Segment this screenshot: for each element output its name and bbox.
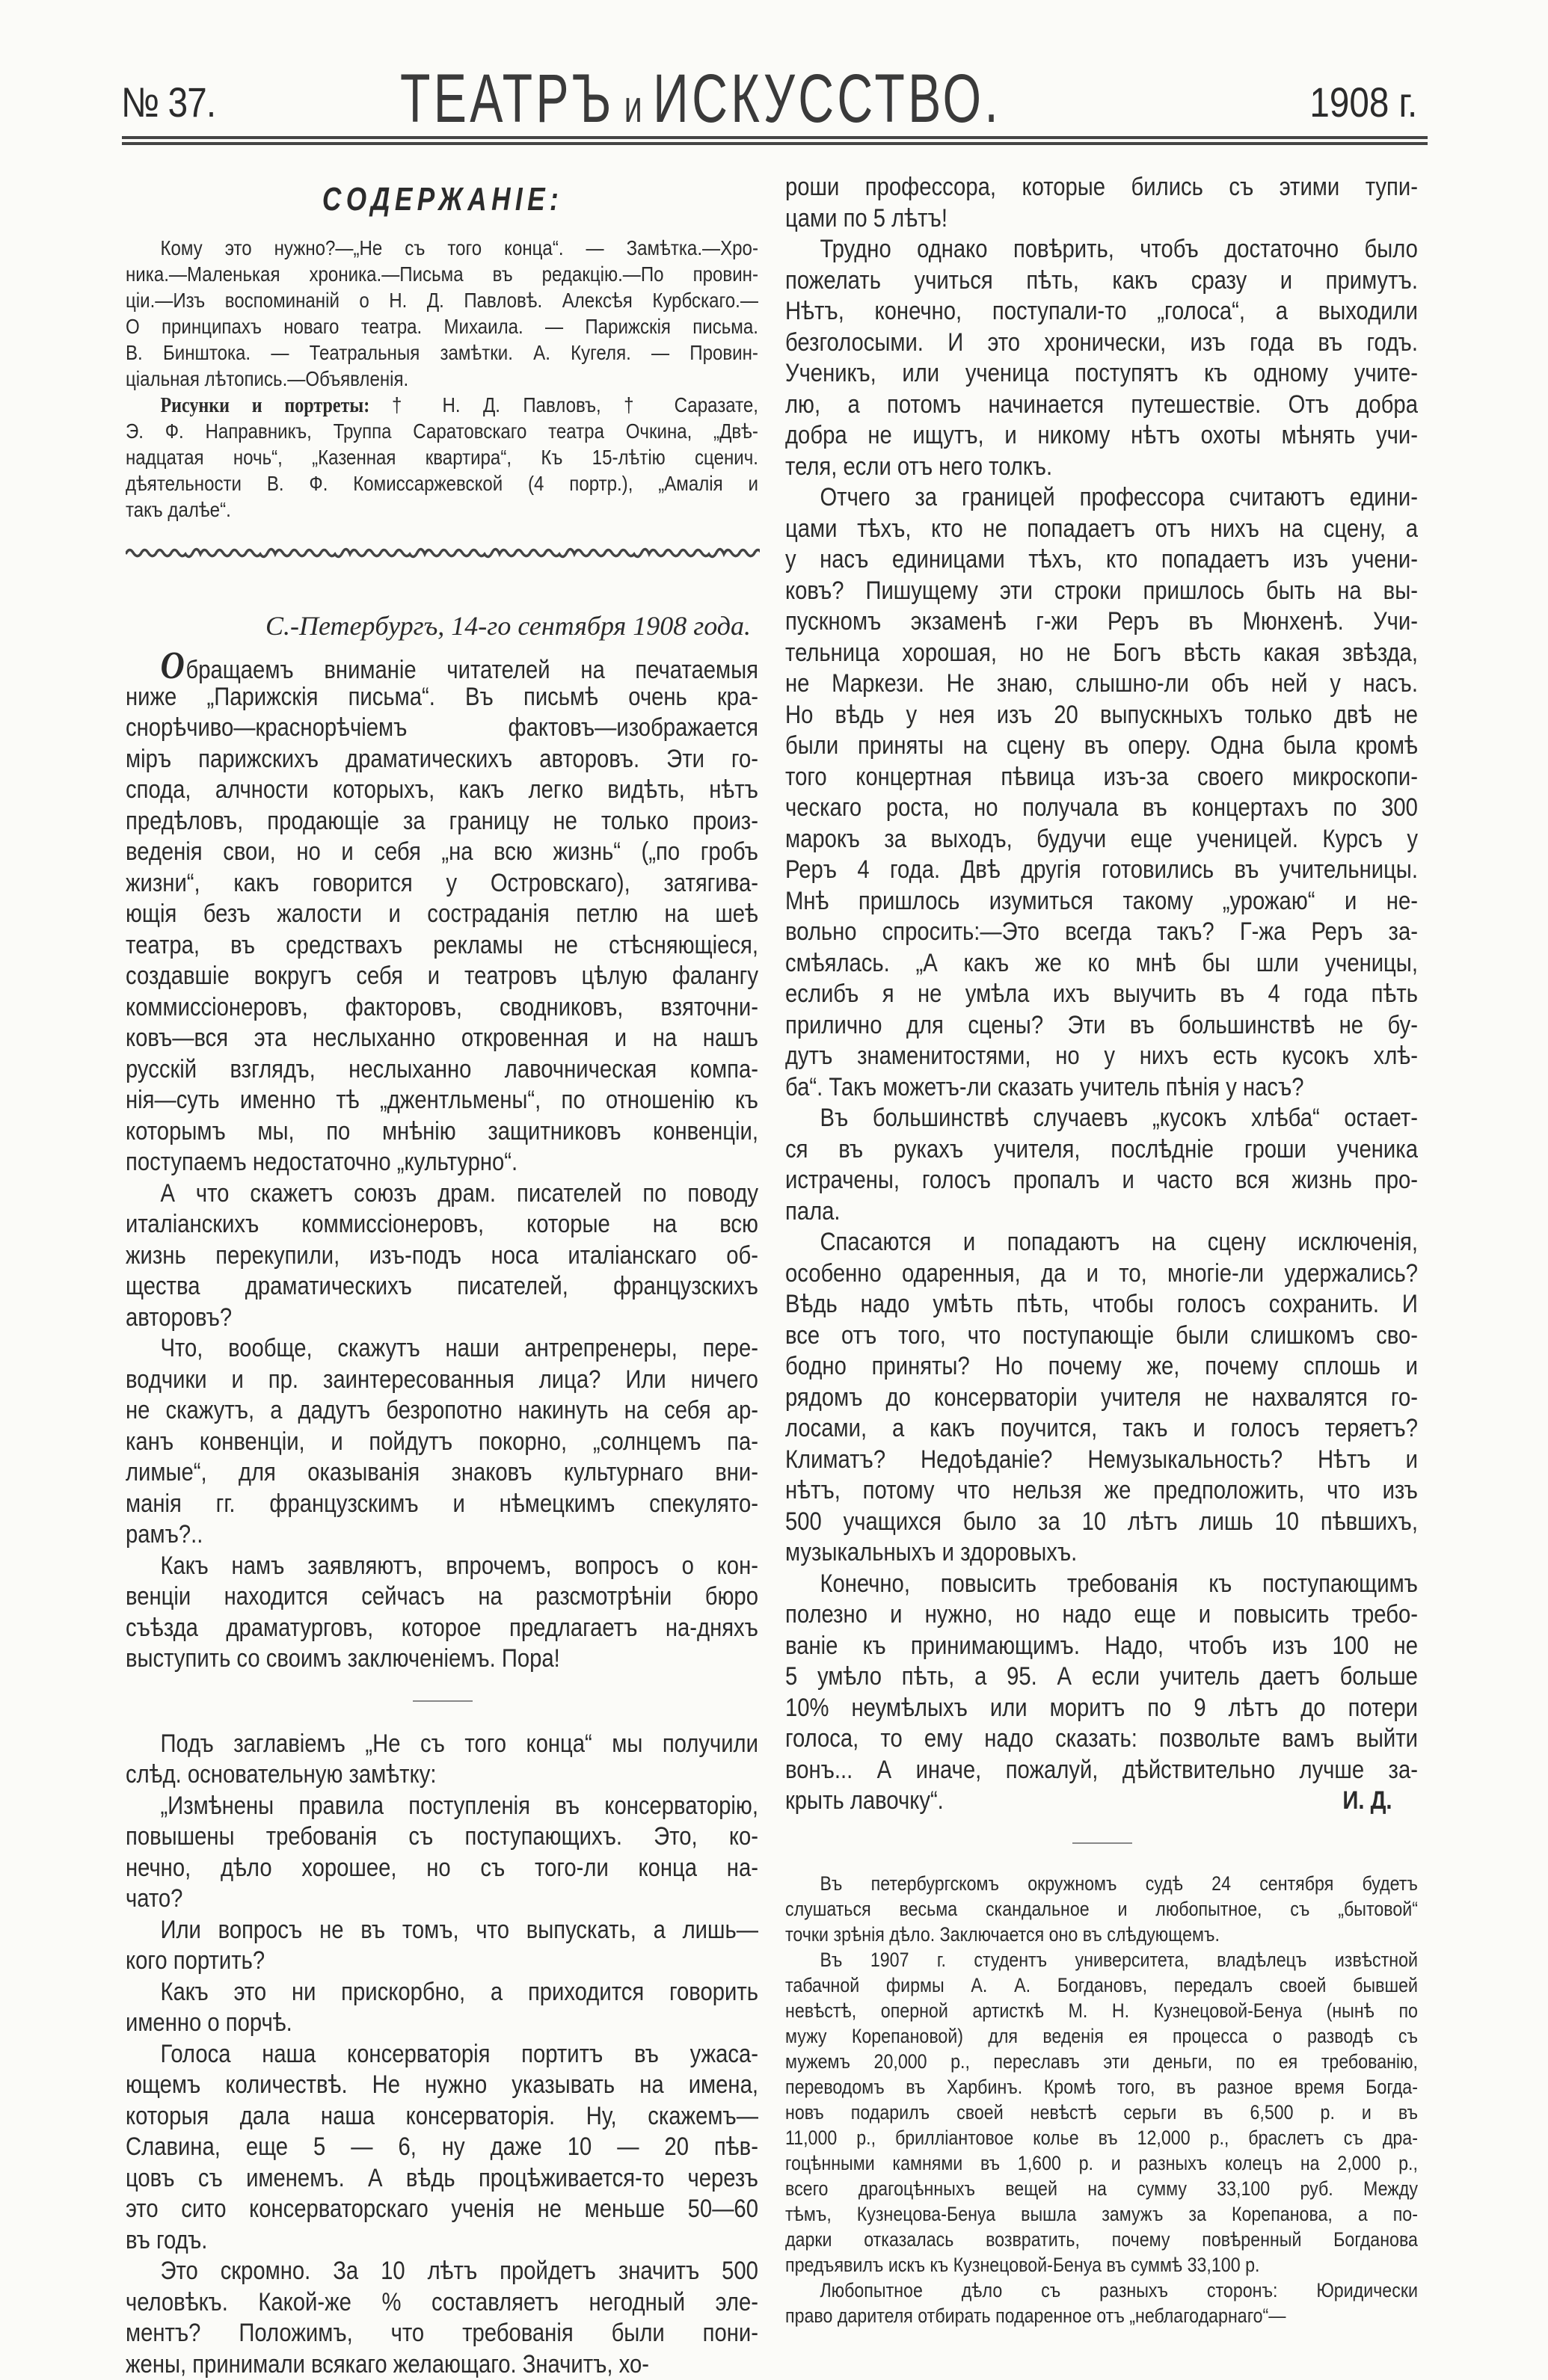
text-line: голоса, то ему надо сказать: позвольте вамъ выйти — [785, 1723, 1418, 1755]
text-line: въ годъ. — [126, 2225, 758, 2257]
text-line: авторовъ? — [126, 1303, 758, 1334]
text-line: Голоса наша консерваторія портитъ въ ужаса- — [126, 2039, 758, 2070]
text-line: Реръ 4 года. Двѣ другія готовились въ учительницы. — [785, 855, 1418, 886]
text-line: Что, вообще, скажутъ наши антрепренеры, пере- — [126, 1333, 758, 1365]
publication-title — [400, 60, 1001, 138]
text-line: теля, если отъ него толкъ. — [785, 452, 1418, 483]
text-line: крыть лавочку“. И. Д. — [785, 1786, 1418, 1817]
text-line: Въ 1907 г. студентъ университета, владѣлецъ извѣстной — [785, 1947, 1418, 1972]
masthead-double-rule — [122, 136, 1428, 145]
text-line: музыкальныхъ и здоровыхъ. — [785, 1537, 1418, 1569]
text-line: человѣкъ. Какой-же % составляетъ негодный эле- — [126, 2287, 758, 2319]
wavy-divider — [126, 538, 760, 568]
article-paragraph — [126, 2039, 760, 2257]
text-line: Рисунки и портреты: † Н. Д. Павловъ, † Саразате, — [126, 392, 758, 418]
editorial-article — [126, 651, 760, 1675]
text-line: бодно приняты? Но почему же, почему сплошь и — [785, 1351, 1418, 1383]
text-line: предъявилъ искъ къ Кузнецовой-Бенуа въ суммѣ 33,100 р. — [785, 2252, 1418, 2278]
article-paragraph — [785, 1103, 1419, 1227]
text-line: такъ далѣе“. — [126, 496, 758, 523]
text-line: Спасаются и попадаютъ на сцену исключенія, — [785, 1227, 1418, 1258]
text-line: Кому это нужно?—„Не съ того конца“. — Замѣтка.—Хро- — [126, 235, 758, 261]
article-paragraph — [126, 651, 760, 1178]
text-line: ментъ? Положимъ, что требованія были пони- — [126, 2318, 758, 2349]
text-line: Трудно однако повѣрить, чтобъ достаточно было — [785, 234, 1418, 265]
text-line: нечно, дѣло хорошее, но съ того-ли конца на- — [126, 1853, 758, 1884]
text-line: новъ подарилъ своей невѣстѣ серьги въ 6,500 р. и въ — [785, 2100, 1418, 2125]
article-paragraph — [785, 1947, 1419, 2278]
text-line: ковъ—вся эта неслыханно откровенная и на нашъ — [126, 1023, 758, 1054]
text-line: слушаться весьма скандальное и любопытное, съ „бытовой“ — [785, 1896, 1418, 1922]
text-line: всего драгоцѣнныхъ вещей на сумму 33,100 руб. Между — [785, 2176, 1418, 2201]
text-line: невѣстѣ, оперной артисткѣ М. Н. Кузнецовой-Бенуа (нынѣ по — [785, 1998, 1418, 2023]
text-line: дѣятельности В. Ф. Комиссаржевской (4 портр.), „Амалія и — [126, 470, 758, 496]
text-line: именно о порчѣ. — [126, 2008, 758, 2039]
text-line: мужу Корепановой) для веденія ея процесса о разводѣ съ — [785, 2023, 1418, 2049]
text-line: особенно одаренныя, да и то, многіе-ли удержались? — [785, 1258, 1418, 1290]
text-line: у насъ единицами тѣхъ, кто попадаетъ изъ учени- — [785, 544, 1418, 576]
text-line: создавшіе вокругъ себя и театровъ цѣлую фалангу — [126, 961, 758, 992]
title-part-art: ИСКУССТВО. — [653, 61, 1001, 137]
text-line: веденія свои, но и себя „на всю жизнь“ („по гробъ — [126, 837, 758, 868]
text-line: ваніе къ принимающимъ. Надо, чтобъ изъ 100 не — [785, 1631, 1418, 1662]
text-line: выступить со своимъ заключеніемъ. Пора! — [126, 1643, 758, 1675]
text-line: италіанскихъ коммиссіонеровъ, которые на всю — [126, 1209, 758, 1240]
text-line: предѣловъ, продающіе за границу не только произ- — [126, 806, 758, 837]
text-line: Климатъ? Недоѣданіе? Немузыкальность? Нѣтъ и — [785, 1445, 1418, 1476]
text-line: не Маркези. Не знаю, слышно-ли объ ней у насъ. — [785, 668, 1418, 700]
text-line: манія гг. французскимъ и нѣмецкимъ спекулято- — [126, 1489, 758, 1520]
text-line: Въ большинствѣ случаевъ „кусокъ хлѣба“ остает- — [785, 1103, 1418, 1134]
text-line: снорѣчиво—краснорѣчіемъ фактовъ—изображается — [126, 713, 758, 744]
text-line: того концертная пѣвица изъ-за своего микроскопи- — [785, 762, 1418, 793]
text-line: не скажутъ, а дадутъ безропотно накинуть на себя ар- — [126, 1395, 758, 1427]
issue-number: № 37. — [121, 78, 215, 126]
text-line: которымъ мы, по мнѣнію защитниковъ конвенціи, — [126, 1116, 758, 1148]
text-line: Конечно, повысить требованія къ поступающимъ — [785, 1569, 1418, 1600]
text-line: Отчего за границей профессора считаютъ едини- — [785, 482, 1418, 514]
text-line: 11,000 р., брилліантовое колье въ 12,000 р., браслетъ съ дра- — [785, 2125, 1418, 2150]
text-line: водчики и пр. заинтересованныя лица? Или ничего — [126, 1365, 758, 1396]
text-line: еслибъ я не умѣла ихъ выучить въ 4 года пѣть — [785, 979, 1418, 1010]
text-line: жизнь перекупили, изъ-подъ носа италіанскаго об- — [126, 1240, 758, 1272]
text-line: рядомъ до консерваторіи учителя не нахвалятся го- — [785, 1383, 1418, 1414]
article-paragraph — [126, 1729, 760, 1791]
text-line: 10% неумѣлыхъ или моритъ по 9 лѣтъ до потери — [785, 1693, 1418, 1724]
text-line: истрачены, голосъ пропалъ и часто вся жизнь про- — [785, 1165, 1418, 1196]
masthead — [120, 60, 1425, 142]
text-line: Подъ заглавіемъ „Не съ того конца“ мы получили — [126, 1729, 758, 1760]
text-line: точки зрѣнія дѣло. Заключается оно въ слѣдующемъ. — [785, 1922, 1418, 1947]
text-line: „Измѣнены правила поступленія въ консерваторію, — [126, 1791, 758, 1822]
dateline: С.-Петербургъ, 14-го сентября 1908 года. — [126, 610, 751, 642]
text-line: все отъ того, что поступающіе были слишкомъ сво- — [785, 1320, 1418, 1352]
text-line: пускномъ экзаменѣ г-жи Реръ въ Мюнхенѣ. Учи- — [785, 606, 1418, 638]
court-news-article — [785, 1871, 1419, 2328]
text-line: ческаго роста, но получала въ концертахъ по 300 — [785, 793, 1418, 824]
text-line: пала. — [785, 1196, 1418, 1228]
text-line: дарки отказалась возвратить, почему повѣренный Богданова — [785, 2227, 1418, 2252]
text-line: переводомъ въ Харбинъ. Кромѣ того, въ разное время Богда- — [785, 2074, 1418, 2100]
text-line: тѣмъ, Кузнецова-Бенуа вышла замужъ за Корепанова, а по- — [785, 2201, 1418, 2227]
text-line: рамъ?.. — [126, 1519, 758, 1551]
text-line: лимые“, для оказыванія знаковъ культурнаго вни- — [126, 1457, 758, 1489]
text-line: 500 учащихся было за 10 лѣтъ лишь 10 пѣвшихъ, — [785, 1507, 1418, 1538]
text-line: Любопытное дѣло съ разныхъ сторонъ: Юридически — [785, 2278, 1418, 2303]
text-line: Но вѣдь у нея изъ 20 выпускныхъ только двѣ не — [785, 700, 1418, 731]
article-paragraph — [785, 482, 1419, 1103]
letter-article-continued — [785, 172, 1419, 1817]
text-line: это сито консерваторскаго ученія не меньше 50—60 — [126, 2194, 758, 2225]
text-line: ціальная лѣтопись.—Объявленія. — [126, 366, 758, 392]
article-paragraph — [785, 1569, 1419, 1817]
text-line: повышены требованія съ поступающихъ. Это, ко- — [126, 1821, 758, 1853]
illustrations-list — [126, 392, 760, 523]
right-column — [785, 172, 1419, 2328]
text-line: Славина, еще 5 — 6, ну даже 10 — 20 пѣв- — [126, 2132, 758, 2163]
text-line: Въ петербургскомъ окружномъ судѣ 24 сентября будетъ — [785, 1871, 1418, 1896]
text-line: Ученикъ, или ученица поступятъ къ одному учите- — [785, 358, 1418, 390]
text-line: Вѣдь надо умѣть пѣть, чтобы голосъ сохранить. И — [785, 1289, 1418, 1320]
text-line: цами тѣхъ, кто не попадаетъ отъ нихъ на сцену, а — [785, 514, 1418, 545]
text-line: надцатая ночь“, „Казенная квартира“, Къ 15-лѣтію сценич. — [126, 444, 758, 470]
title-part-theatre: ТЕАТРЪ — [400, 61, 615, 137]
text-line: міръ парижскихъ драматическихъ авторовъ. Эти го- — [126, 744, 758, 775]
text-line: Мнѣ пришлось изумиться такому „урожаю“ и не- — [785, 886, 1418, 917]
text-line: щества драматическихъ писателей, французскихъ — [126, 1271, 758, 1303]
text-line: русскій взглядъ, неслыханно лавочническая компа- — [126, 1054, 758, 1086]
text-line: гоцѣнными камнями въ 1,600 р. и разныхъ колецъ на 2,000 р., — [785, 2150, 1418, 2176]
text-line: поступаемъ недостаточно „культурно“. — [126, 1147, 758, 1178]
text-line: прилично для сцены? Эти въ большинствѣ не бу- — [785, 1010, 1418, 1042]
text-line: добра не ищутъ, и никому нѣтъ охоты мѣнять учи- — [785, 420, 1418, 452]
text-line: венціи находится сейчасъ на разсмотрѣніи бюро — [126, 1581, 758, 1613]
text-line: Э. Ф. Направникъ, Труппа Саратовскаго театра Очкина, „Двѣ- — [126, 418, 758, 444]
text-line: Или вопросъ не въ томъ, что выпускать, а лишь— — [126, 1915, 758, 1946]
text-line: смѣялась. „А какъ же ко мнѣ бы шли ученицы, — [785, 948, 1418, 980]
left-column — [126, 172, 760, 2380]
text-line: мужемъ 20,000 р., переславъ эти деньги, по ея требованію, — [785, 2049, 1418, 2074]
text-line: нѣтъ, потому что нельзя же предположить, что изъ — [785, 1475, 1418, 1507]
ornamental-drop-cap: О — [160, 645, 184, 687]
illustrations-heading: Рисунки и портреты: — [160, 394, 392, 417]
letter-article — [126, 1729, 760, 2380]
text-line: ющемъ количествѣ. Не нужно указывать на имена, — [126, 2070, 758, 2101]
text-line: лю, а потомъ начинается путешествіе. Отъ добра — [785, 390, 1418, 421]
text-line: театра, въ средствахъ рекламы не стѣсняющіеся, — [126, 930, 758, 962]
text-line: спода, алчности которыхъ, какъ легко видѣть, нѣтъ — [126, 775, 758, 806]
contents-heading: СОДЕРЖАНІЕ: — [189, 181, 696, 218]
article-paragraph — [785, 2278, 1419, 2328]
article-paragraph — [785, 234, 1419, 482]
text-line: В. Бинштока. — Театральныя замѣтки. А. Кугеля. — Провин- — [126, 339, 758, 366]
text-line: ниже „Парижскія письма“. Въ письмѣ очень кра- — [126, 682, 758, 713]
text-line: жены, принимали всякаго желающаго. Значитъ, хо- — [126, 2349, 758, 2380]
text-line: канъ конвенціи, и пойдутъ покорно, „солнцемъ па- — [126, 1427, 758, 1458]
text-line: марокъ за выходъ, будучи еще ученицей. Курсъ у — [785, 824, 1418, 855]
text-line: кого портить? — [126, 1946, 758, 1977]
text-line: тельница хорошая, но не Богъ вѣсть какая звѣзда, — [785, 638, 1418, 669]
text-line: безголосыми. И это хронически, изъ года въ годъ. — [785, 328, 1418, 359]
text-line: ковъ? Пишущему эти строки пришлось быть на вы- — [785, 576, 1418, 607]
text-line: съѣзда драматурговъ, которое предлагаетъ на-дняхъ — [126, 1613, 758, 1644]
text-line: слѣд. основательную замѣтку: — [126, 1759, 758, 1791]
text-line: табачной фирмы А. А. Богдановъ, передалъ своей бывшей — [785, 1972, 1418, 1998]
text-line: дутъ знаменитостями, но у нихъ есть кусокъ хлѣ- — [785, 1041, 1418, 1072]
article-paragraph — [126, 1915, 760, 1977]
text-line: Это скромно. За 10 лѣтъ пройдетъ значитъ 500 — [126, 2256, 758, 2287]
article-paragraph — [126, 1551, 760, 1675]
text-line: Какъ намъ заявляютъ, впрочемъ, вопросъ о кон- — [126, 1551, 758, 1582]
text-line: вонъ... А иначе, пожалуй, дѣйствительно лучше за- — [785, 1755, 1418, 1786]
text-line: ся въ рукахъ учителя, послѣдніе гроши ученика — [785, 1134, 1418, 1166]
text-line: полезно и нужно, но надо еще и повысить требо- — [785, 1599, 1418, 1631]
author-signature: И. Д. — [1342, 1786, 1392, 1817]
text-line: ющія безъ жалости и состраданія петлю на шеѣ — [126, 899, 758, 930]
text-line: нія—суть именно тѣ „джентльмены“, по отношенію къ — [126, 1085, 758, 1116]
text-line: право дарителя отбирать подаренное отъ „неблагодарнаго“— — [785, 2303, 1418, 2328]
article-paragraph — [126, 1791, 760, 1915]
article-paragraph — [126, 1178, 760, 1334]
article-paragraph — [126, 1977, 760, 2039]
text-line: были приняты на сцену въ оперу. Одна была кромѣ — [785, 731, 1418, 762]
text-line: ба“. Такъ можетъ-ли сказать учитель пѣнія у насъ? — [785, 1072, 1418, 1104]
text-line: О принципахъ новаго театра. Михаила. — Парижскія письма. — [126, 313, 758, 339]
title-conjunction: и — [624, 82, 644, 132]
section-divider — [1072, 1842, 1132, 1844]
text-line: коммиссіонеровъ, факторовъ, сводниковъ, взяточни- — [126, 992, 758, 1024]
text-line: пожелать учиться пѣть, какъ сразу и примутъ. — [785, 265, 1418, 297]
text-line: которыя дала наша консерваторія. Ну, скажемъ— — [126, 2101, 758, 2133]
text-line: цами по 5 лѣтъ! — [785, 203, 1418, 235]
text-line: вольно спросить:—Это всегда такъ? Г-жа Реръ за- — [785, 917, 1418, 948]
text-line: ціи.—Изъ воспоминаній о Н. Д. Павловѣ. Алексѣя Курбскаго.— — [126, 287, 758, 313]
table-of-contents — [126, 181, 760, 523]
text-line: ника.—Маленькая хроника.—Письма въ редакцію.—По провин- — [126, 261, 758, 287]
issue-year: 1908 г. — [1309, 78, 1417, 126]
text-line: Какъ это ни прискорбно, а приходится говорить — [126, 1977, 758, 2008]
text-line: чато? — [126, 1884, 758, 1915]
text-line: цовъ съ именемъ. А вѣдь процѣживается-то черезъ — [126, 2163, 758, 2195]
text-line: 5 умѣло пѣть, а 95. А если учитель даетъ больше — [785, 1661, 1418, 1693]
contents-list — [126, 235, 760, 392]
article-paragraph — [785, 1871, 1419, 1947]
article-paragraph — [785, 1227, 1419, 1569]
section-divider — [413, 1700, 473, 1702]
text-line: Нѣтъ, конечно, поступали-то „голоса“, а выходили — [785, 296, 1418, 328]
article-paragraph — [126, 1333, 760, 1551]
text-line: жизни“, какъ говорится у Островскаго), затягива- — [126, 868, 758, 900]
article-paragraph — [785, 172, 1419, 234]
article-paragraph — [126, 2256, 760, 2380]
text-line: лосами, а какъ поучится, такъ и голосъ теряетъ? — [785, 1413, 1418, 1445]
text-line: А что скажетъ союзъ драм. писателей по поводу — [126, 1178, 758, 1210]
text-line: Обращаемъ вниманіе читателей на печатаемыя — [126, 651, 758, 682]
text-line: роши профессора, которые бились съ этими тупи- — [785, 172, 1418, 203]
